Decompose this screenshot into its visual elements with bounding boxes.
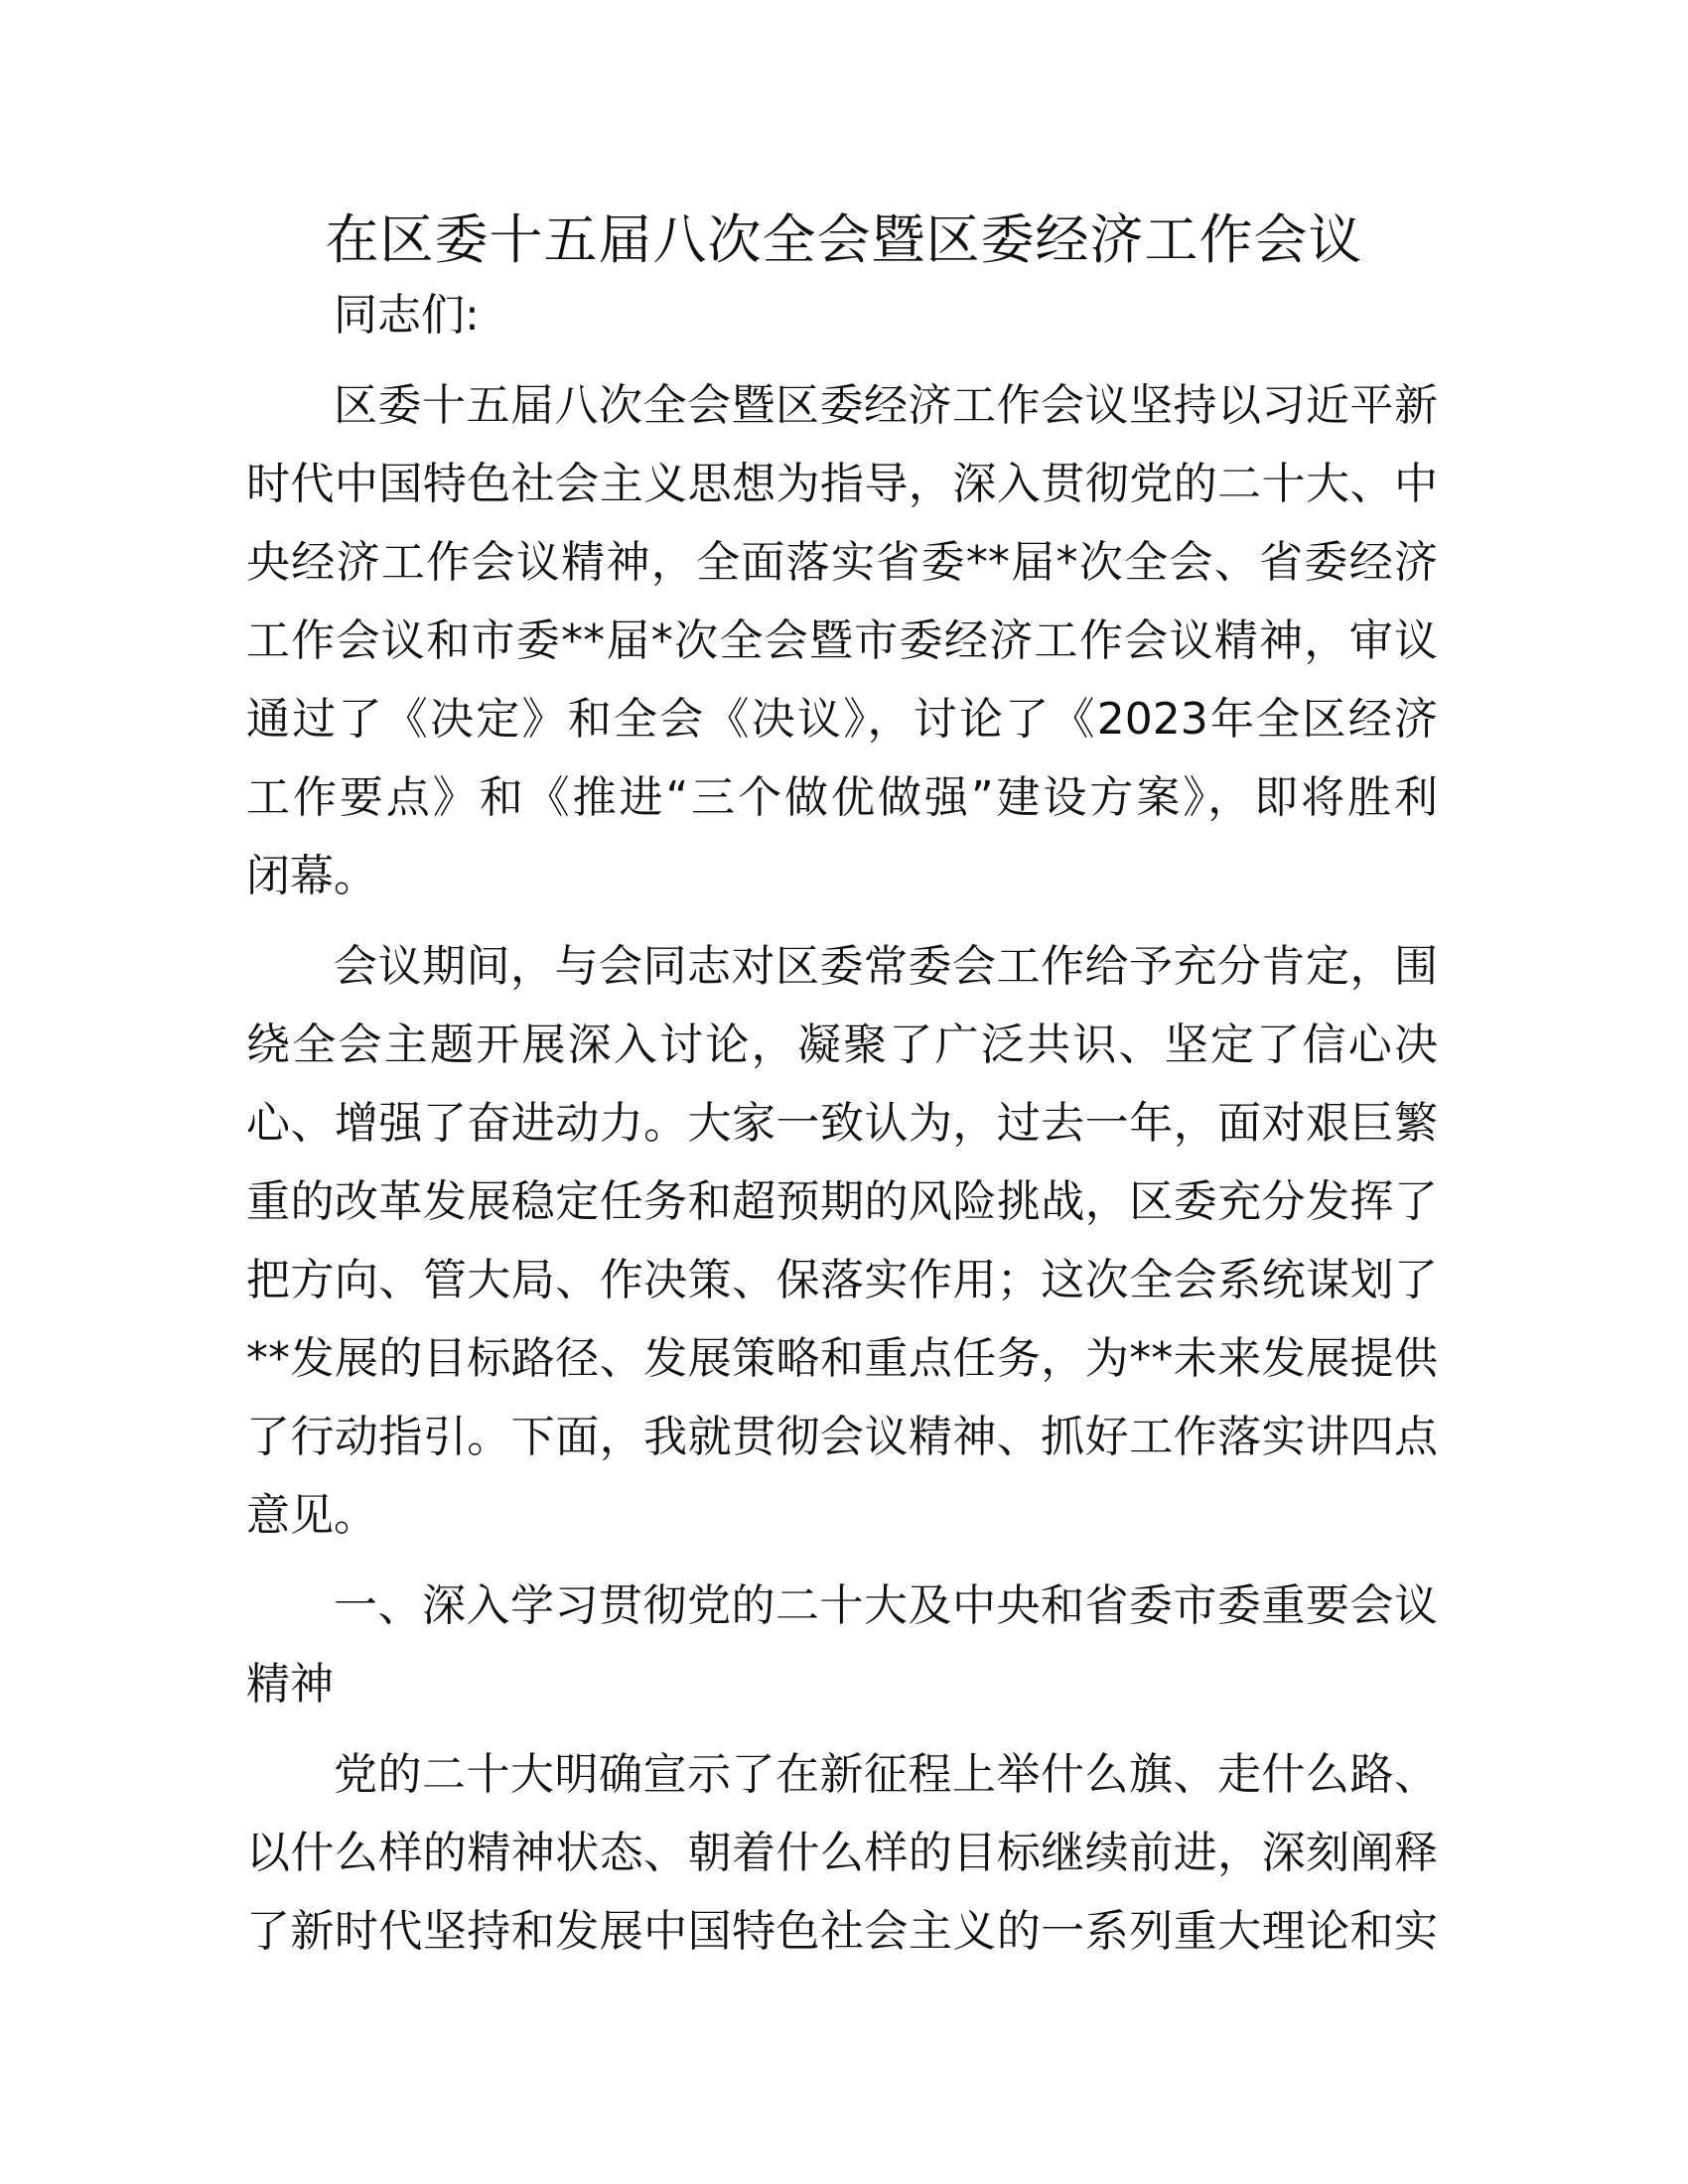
text-line: 会议期间，与会同志对区委常委会工作给予充分肯定，围	[334, 941, 1438, 992]
document-title: 在区委十五届八次全会暨区委经济工作会议	[325, 208, 1363, 271]
text-line: 区委十五届八次全会暨区委经济工作会议坚持以习近平新	[334, 380, 1438, 431]
text-line: 时代中国特色社会主义思想为指导，深入贯彻党的二十大、中	[246, 459, 1438, 509]
text-line: 工作要点》和《推进“三个做优做强”建设方案》，即将胜利	[246, 772, 1438, 823]
text-line: 了行动指引。下面，我就贯彻会议精神、抓好工作落实讲四点	[246, 1412, 1438, 1462]
text-line: 党的二十大明确宣示了在新征程上举什么旗、走什么路、	[334, 1749, 1438, 1800]
text-line: **发展的目标路径、发展策略和重点任务，为**未来发展提供	[246, 1333, 1438, 1384]
text-line: 心、增强了奋进动力。大家一致认为，过去一年，面对艰巨繁	[246, 1098, 1438, 1149]
text-line: 了新时代坚持和发展中国特色社会主义的一系列重大理论和实	[246, 1906, 1438, 1957]
salutation	[246, 276, 1438, 354]
section-heading-1	[246, 1567, 1438, 1723]
text-line: 以什么样的精神状态、朝着什么样的目标继续前进，深刻阐释	[246, 1828, 1438, 1878]
text-line: 央经济工作会议精神，全面落实省委**届*次全会、省委经济	[246, 537, 1438, 588]
text-line: 一、深入学习贯彻党的二十大及中央和省委市委重要会议	[334, 1580, 1438, 1631]
text-line: 绕全会主题开展深入讨论，凝聚了广泛共识、坚定了信心决	[246, 1020, 1438, 1070]
text-line: 重的改革发展稳定任务和超预期的风险挑战，区委充分发挥了	[246, 1176, 1438, 1227]
paragraph-1	[246, 366, 1438, 915]
text-line: 把方向、管大局、作决策、保落实作用；这次全会系统谋划了	[246, 1255, 1438, 1305]
text-line: 通过了《决定》和全会《决议》，讨论了《2023年全区经济	[246, 694, 1438, 745]
text-line: 工作会议和市委**届*次全会暨市委经济工作会议精神，审议	[246, 615, 1438, 666]
paragraph-2	[246, 927, 1438, 1555]
salutation-line: 同志们:	[334, 290, 480, 341]
document-body	[246, 276, 1438, 1971]
text-line: 意见。	[246, 1490, 377, 1541]
paragraph-3	[246, 1735, 1438, 1971]
text-line: 闭幕。	[246, 851, 377, 901]
text-line: 精神	[246, 1659, 334, 1709]
